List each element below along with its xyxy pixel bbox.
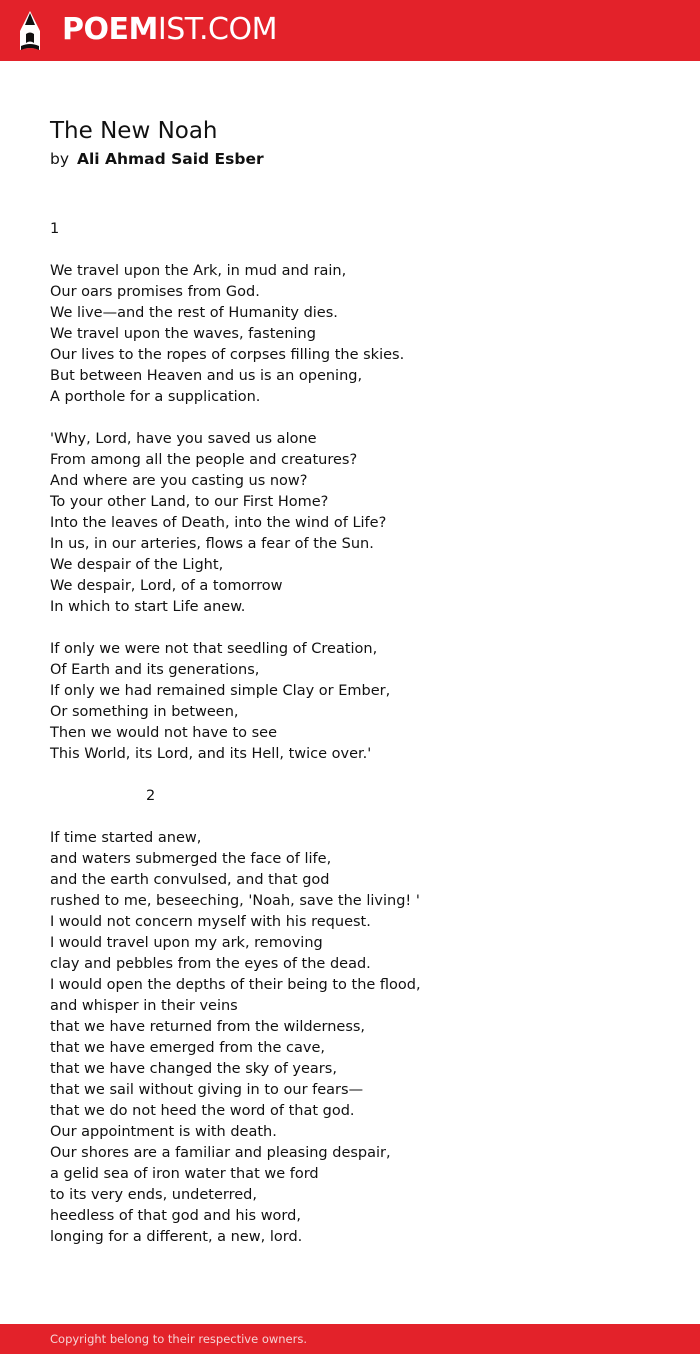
site-footer (0, 1324, 700, 1354)
poem-line: Our appointment is with death. (50, 1124, 277, 1140)
poem-line: But between Heaven and us is an opening, (50, 368, 363, 384)
stanza-break (50, 240, 670, 261)
poem-line: that we have emerged from the cave, (50, 1040, 325, 1056)
poem-body (50, 219, 670, 1248)
poem-line: From among all the people and creatures? (50, 452, 358, 468)
poem-line: to its very ends, undeterred, (50, 1187, 257, 1203)
poem-line: rushed to me, beseeching, 'Noah, save the living! ' (50, 893, 420, 909)
poem-line: clay and pebbles from the eyes of the dead. (50, 956, 371, 972)
poem-line: In which to start Life anew. (50, 599, 246, 615)
poem-line: Our oars promises from God. (50, 284, 260, 300)
author-name: Ali Ahmad Said Esber (76, 150, 264, 168)
stanza-break (50, 765, 670, 786)
poem-line: We despair of the Light, (50, 557, 224, 573)
poem-line: and the earth convulsed, and that god (50, 872, 330, 888)
poem-line: Of Earth and its generations, (50, 662, 260, 678)
poem-line: In us, in our arteries, flows a fear of the Sun. (50, 536, 374, 552)
byline (50, 148, 264, 170)
poem-line: Our shores are a familiar and pleasing despair, (50, 1145, 391, 1161)
poem-line: 'Why, Lord, have you saved us alone (50, 431, 317, 447)
poem-line: This World, its Lord, and its Hell, twice over.' (50, 746, 372, 762)
poem-line: and waters submerged the face of life, (50, 851, 332, 867)
poem-line: If only we had remained simple Clay or Ember, (50, 683, 391, 699)
poem-line: I would not concern myself with his request. (50, 914, 371, 930)
poem-line: A porthole for a supplication. (50, 389, 261, 405)
poem-line: a gelid sea of iron water that we ford (50, 1166, 319, 1182)
poem-line: We travel upon the waves, fastening (50, 326, 316, 342)
poem-line: heedless of that god and his word, (50, 1208, 301, 1224)
poem-line: We travel upon the Ark, in mud and rain, (50, 263, 347, 279)
poem-line: And where are you casting us now? (50, 473, 308, 489)
poem-line: and whisper in their veins (50, 998, 238, 1014)
poem-line: We despair, Lord, of a tomorrow (50, 578, 283, 594)
section-number: 1 (50, 221, 60, 237)
poem-line: Into the leaves of Death, into the wind of Life? (50, 515, 387, 531)
poem-line: If only we were not that seedling of Creation, (50, 641, 378, 657)
by-label: by (50, 150, 70, 168)
poem-line: I would travel upon my ark, removing (50, 935, 323, 951)
stanza-break (50, 618, 670, 639)
poem-line: I would open the depths of their being to the flood, (50, 977, 421, 993)
stanza-break (50, 807, 670, 828)
poem-line: that we have changed the sky of years, (50, 1061, 337, 1077)
stanza-break (50, 408, 670, 429)
poem-line: that we sail without giving in to our fears— (50, 1082, 364, 1098)
logo-light-text: IST.COM (157, 12, 277, 47)
copyright-text: Copyright belong to their respective owners. (50, 1332, 308, 1346)
site-logo[interactable] (62, 11, 277, 49)
poem-line: To your other Land, to our First Home? (50, 494, 329, 510)
poem-line: Or something in between, (50, 704, 239, 720)
pencil-tip-icon[interactable] (17, 10, 43, 52)
logo-bold-text: POEM (62, 12, 158, 47)
poem-line: Then we would not have to see (50, 725, 278, 741)
section-number: 2 (146, 788, 156, 804)
poem-line: If time started anew, (50, 830, 202, 846)
poem-line: that we have returned from the wilderness, (50, 1019, 366, 1035)
poem-title: The New Noah (50, 118, 218, 144)
site-header (0, 0, 700, 61)
poem-line: that we do not heed the word of that god. (50, 1103, 355, 1119)
poem-line: We live—and the rest of Humanity dies. (50, 305, 338, 321)
poem-line: Our lives to the ropes of corpses filling the skies. (50, 347, 405, 363)
poem-line: longing for a different, a new, lord. (50, 1229, 303, 1245)
